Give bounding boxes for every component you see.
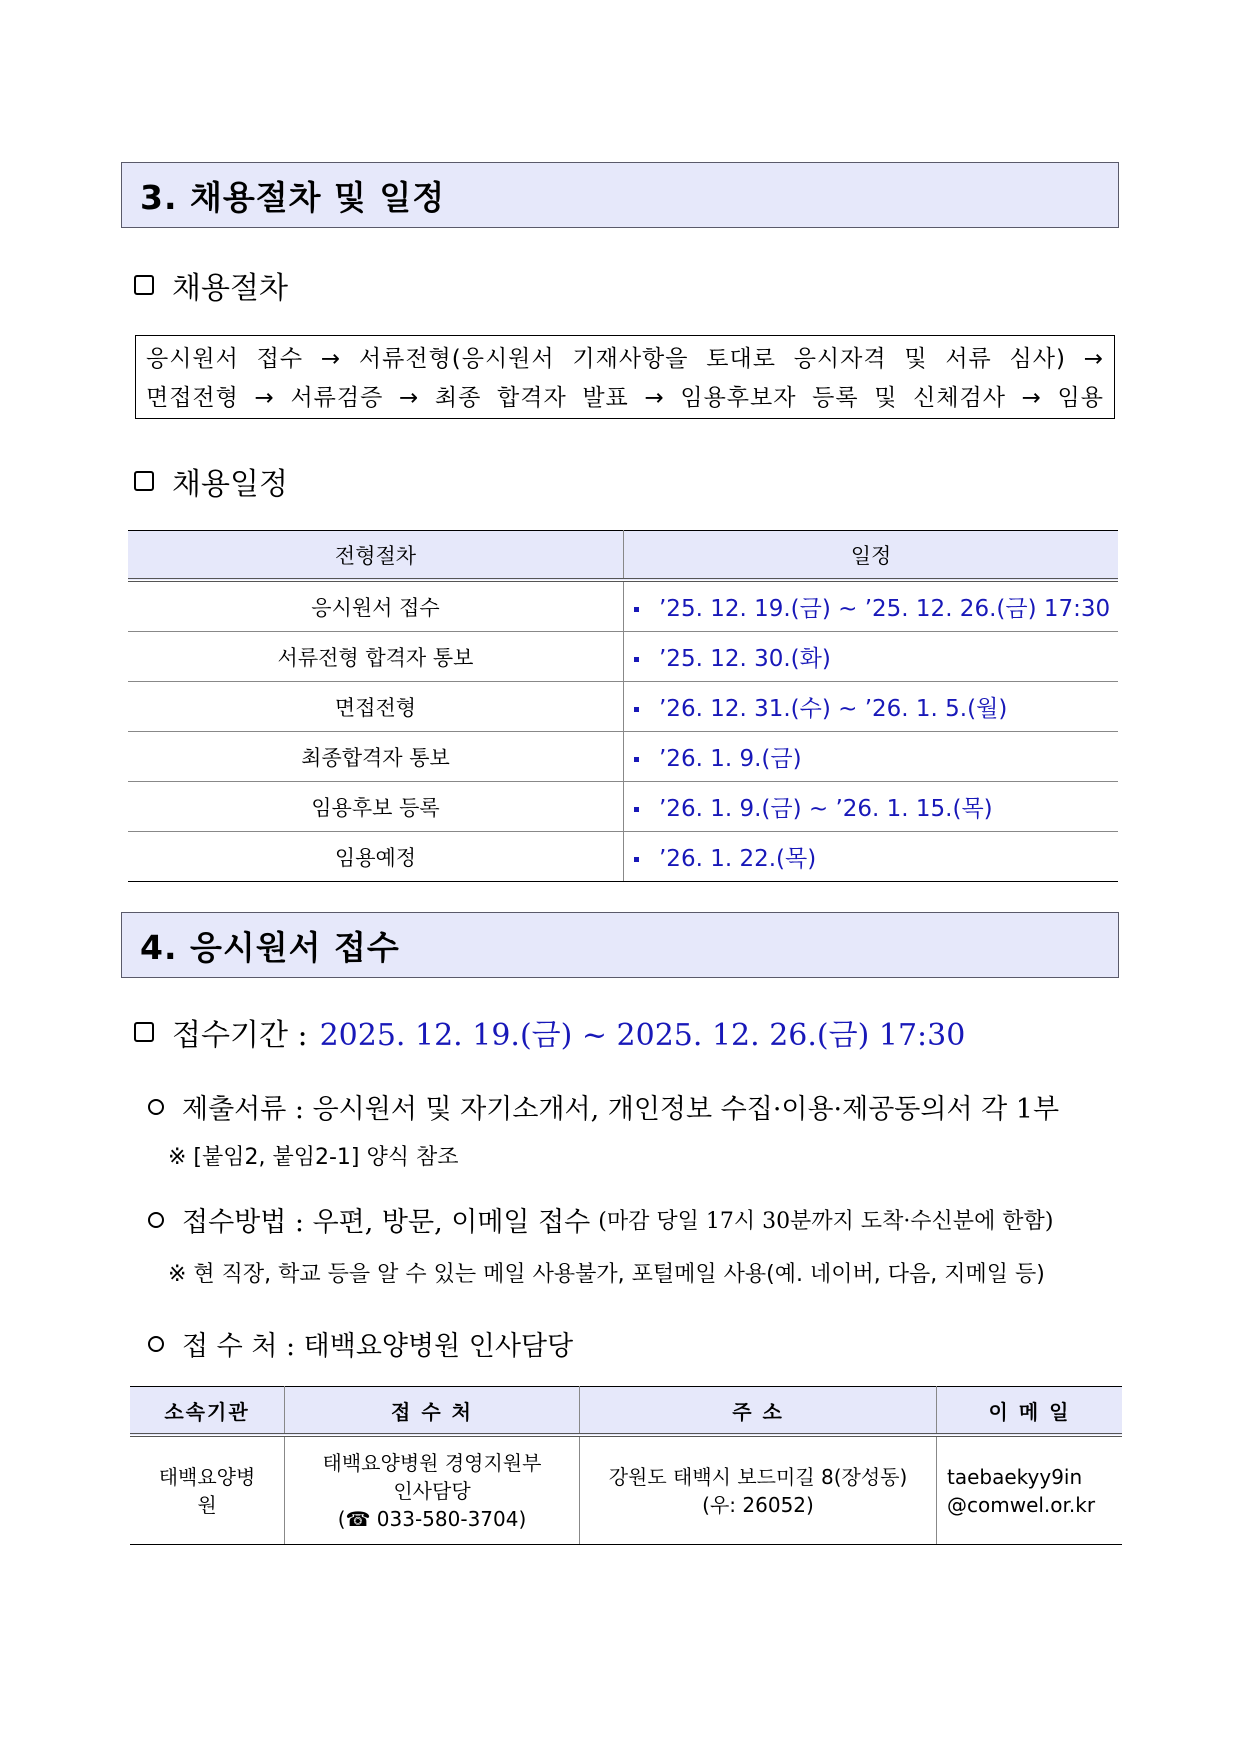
date-cell: ’26. 1. 22.(목) (624, 832, 1119, 882)
receipt-period-value: 2025. 12. 19.(금) ~ 2025. 12. 26.(금) 17:30 (319, 1018, 966, 1053)
checkbox-square-icon (134, 275, 154, 295)
table-row (130, 1435, 1122, 1545)
column-header: 일정 (624, 531, 1119, 581)
step-cell: 면접전형 (128, 682, 624, 732)
receipt-period (134, 1010, 965, 1054)
email-cell: taebaekyy9in @comwel.or.kr (937, 1435, 1123, 1545)
org-cell: 태백요양병 원 (130, 1435, 285, 1545)
date-cell: ’25. 12. 19.(금) ~ ’25. 12. 26.(금) 17:30 (624, 580, 1119, 632)
bullet-icon (634, 857, 639, 862)
circle-bullet-icon (148, 1099, 164, 1115)
column-header: 이 메 일 (937, 1387, 1123, 1436)
method-line: 접수방법 : 우편, 방문, 이메일 접수 (마감 당일 17시 30분까지 도착·수신분에 한함) (148, 1200, 1053, 1239)
bullet-icon (634, 607, 639, 612)
bullet-icon (634, 657, 639, 662)
table-row (128, 682, 1118, 732)
step-cell: 응시원서 접수 (128, 580, 624, 632)
documents-note: ※ [붙임2, 붙임2-1] 양식 참조 (168, 1145, 459, 1170)
table-row (128, 732, 1118, 782)
phone-number: (☎ 033-580-3704) (337, 1506, 527, 1531)
table-row (128, 782, 1118, 832)
column-header: 소속기관 (130, 1387, 285, 1436)
table-row (128, 632, 1118, 682)
office-line: 접 수 처 : 태백요양병원 인사담당 (148, 1324, 573, 1363)
table-row (128, 580, 1118, 632)
method-note: ※ 현 직장, 학교 등을 알 수 있는 메일 사용불가, 포털메일 사용(예. 네이버, 다음, 지메일 등) (168, 1262, 1045, 1287)
step-cell: 임용후보 등록 (128, 782, 624, 832)
schedule-table (128, 530, 1118, 882)
office-table (130, 1386, 1122, 1545)
checkbox-square-icon (134, 1022, 154, 1042)
date-cell: ’26. 12. 31.(수) ~ ’26. 1. 5.(월) (624, 682, 1119, 732)
documents-line: 제출서류 : 응시원서 및 자기소개서, 개인정보 수집·이용·제공동의서 각 1부 (148, 1087, 1059, 1126)
step-cell: 임용예정 (128, 832, 624, 882)
step-cell: 최종합격자 통보 (128, 732, 624, 782)
bullet-icon (634, 807, 639, 812)
table-header-row (128, 531, 1118, 581)
table-row (128, 832, 1118, 882)
table-header-row (130, 1387, 1122, 1436)
bullet-icon (634, 707, 639, 712)
schedule-heading: 채용일정 (134, 459, 288, 503)
checkbox-square-icon (134, 471, 154, 491)
address-cell: 강원도 태백시 보드미길 8(장성동) (우: 26052) (580, 1435, 937, 1545)
receipt-period-label: 접수기간 : (172, 1018, 308, 1053)
procedure-line: 면접전형 → 서류검증 → 최종 합격자 발표 → 임용후보자 등록 및 신체검사 → 임용 (146, 385, 1104, 411)
date-cell: ’26. 1. 9.(금) ~ ’26. 1. 15.(목) (624, 782, 1119, 832)
procedure-box (135, 335, 1115, 419)
section-4-title: 4. 응시원서 접수 (121, 912, 1119, 978)
date-cell: ’25. 12. 30.(화) (624, 632, 1119, 682)
circle-bullet-icon (148, 1336, 164, 1352)
date-cell: ’26. 1. 9.(금) (624, 732, 1119, 782)
procedure-line: 응시원서 접수 → 서류전형(응시원서 기재사항을 토대로 응시자격 및 서류 심사) → (146, 346, 1104, 372)
step-cell: 서류전형 합격자 통보 (128, 632, 624, 682)
section-3-title: 3. 채용절차 및 일정 (121, 162, 1119, 228)
procedure-heading: 채용절차 (134, 263, 288, 307)
column-header: 주 소 (580, 1387, 937, 1436)
column-header: 전형절차 (128, 531, 624, 581)
column-header: 접 수 처 (285, 1387, 580, 1436)
office-cell: 태백요양병원 경영지원부 인사담당 (☎ 033-580-3704) (285, 1435, 580, 1545)
circle-bullet-icon (148, 1212, 164, 1228)
bullet-icon (634, 757, 639, 762)
